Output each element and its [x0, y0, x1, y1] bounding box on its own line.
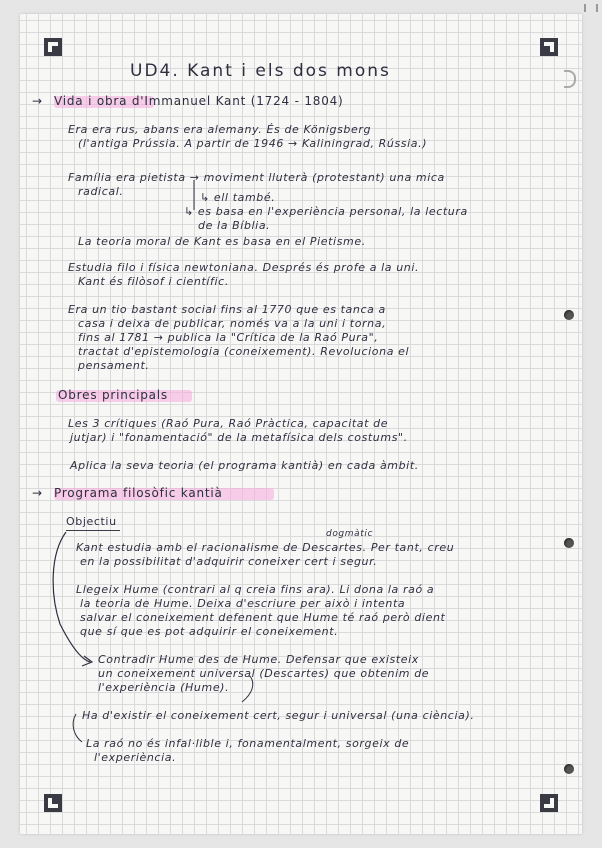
bullet-text: Kant estudia amb el racionalisme de Descartes. Per tant, creu — [76, 541, 455, 554]
bullet-text: la teoria de Hume. Deixa d'escriure per això i intenta — [80, 597, 406, 610]
bullet-text: Kant és filòsof i científic. — [78, 275, 229, 288]
bullet-text: La raó no és infal·lible i, fonamentalment, sorgeix de — [86, 737, 410, 750]
paragraph-text: l'experiència (Hume). — [98, 681, 230, 694]
bullet-text: jutjar) i "fonamentació" de la metafísica dels costums". — [70, 431, 408, 444]
bullet-text: l'experiència. — [94, 751, 177, 764]
paragraph-text: Contradir Hume des de Hume. Defensar que existeix — [98, 653, 419, 666]
section-heading-programa: Programa filosòfic kantià — [54, 486, 223, 500]
page-edge-mark — [584, 4, 598, 12]
punch-hole-icon — [564, 764, 574, 774]
handwritten-annotations — [20, 14, 582, 834]
text-line: Aplica la seva teoria (el programa kantià) en cada àmbit. — [70, 459, 419, 472]
bullet-text: Les 3 crítiques (Raó Pura, Raó Pràctica, capacitat de — [68, 417, 389, 430]
subheading-objectiu: Objectiu — [66, 515, 117, 528]
bullet-text: que sí que es pot adquirir el coneixement. — [80, 625, 339, 638]
bullet-text: de la Bíblia. — [198, 219, 271, 232]
arrow-icon: → — [32, 486, 43, 500]
bullet-text: Llegeix Hume (contrari al q creia fins ara). Li dona la raó a — [76, 583, 435, 596]
punch-hole-icon — [564, 310, 574, 320]
superscript-note: dogmàtic — [326, 529, 373, 539]
paragraph-text: un coneixement universal (Descartes) que obtenim de — [98, 667, 430, 680]
bullet-text: ↳ ell també. — [200, 191, 276, 204]
section-heading-vida: Vida i obra d'Immanuel Kant (1724 - 1804) — [54, 94, 344, 108]
bullet-text: Era era rus, abans era alemany. És de Königsberg — [68, 123, 372, 136]
page-title: UD4. Kant i els dos mons — [130, 61, 391, 81]
bullet-text: Estudia filo i física newtoniana. Després és profe a la uni. — [68, 261, 420, 274]
bullet-text: radical. — [78, 185, 124, 198]
bullet-text: tractat d'epistemologia (coneixement). Revoluciona el — [78, 345, 410, 358]
section-heading-obres: Obres principals — [58, 388, 168, 402]
bullet-text: en la possibilitat d'adquirir coneixer cert i segur. — [80, 555, 378, 568]
notebook-page — [20, 14, 582, 834]
bullet-text: fins al 1781 → publica la "Crítica de la Raó Pura", — [78, 331, 379, 344]
bullet-text: La teoria moral de Kant es basa en el Pietisme. — [78, 235, 366, 248]
arrow-icon: → — [32, 94, 43, 108]
bullet-text: Era un tio bastant social fins al 1770 que es tanca a — [68, 303, 386, 316]
bullet-text: ↳ es basa en l'experiència personal, la lectura — [184, 205, 468, 218]
bullet-text: Família era pietista → moviment lluterà (protestant) una mica — [68, 171, 445, 184]
bullet-text: casa i deixa de publicar, només va a la uni i torna, — [78, 317, 387, 330]
bullet-text: salvar el coneixement defenent que Hume té raó però dient — [80, 611, 446, 624]
bullet-text: pensament. — [78, 359, 150, 372]
punch-hole-icon — [564, 538, 574, 548]
bullet-text: Ha d'existir el coneixement cert, segur i universal (una ciència). — [82, 709, 475, 722]
bullet-text: (l'antiga Prússia. A partir de 1946 → Kaliningrad, Rússia.) — [78, 137, 428, 150]
